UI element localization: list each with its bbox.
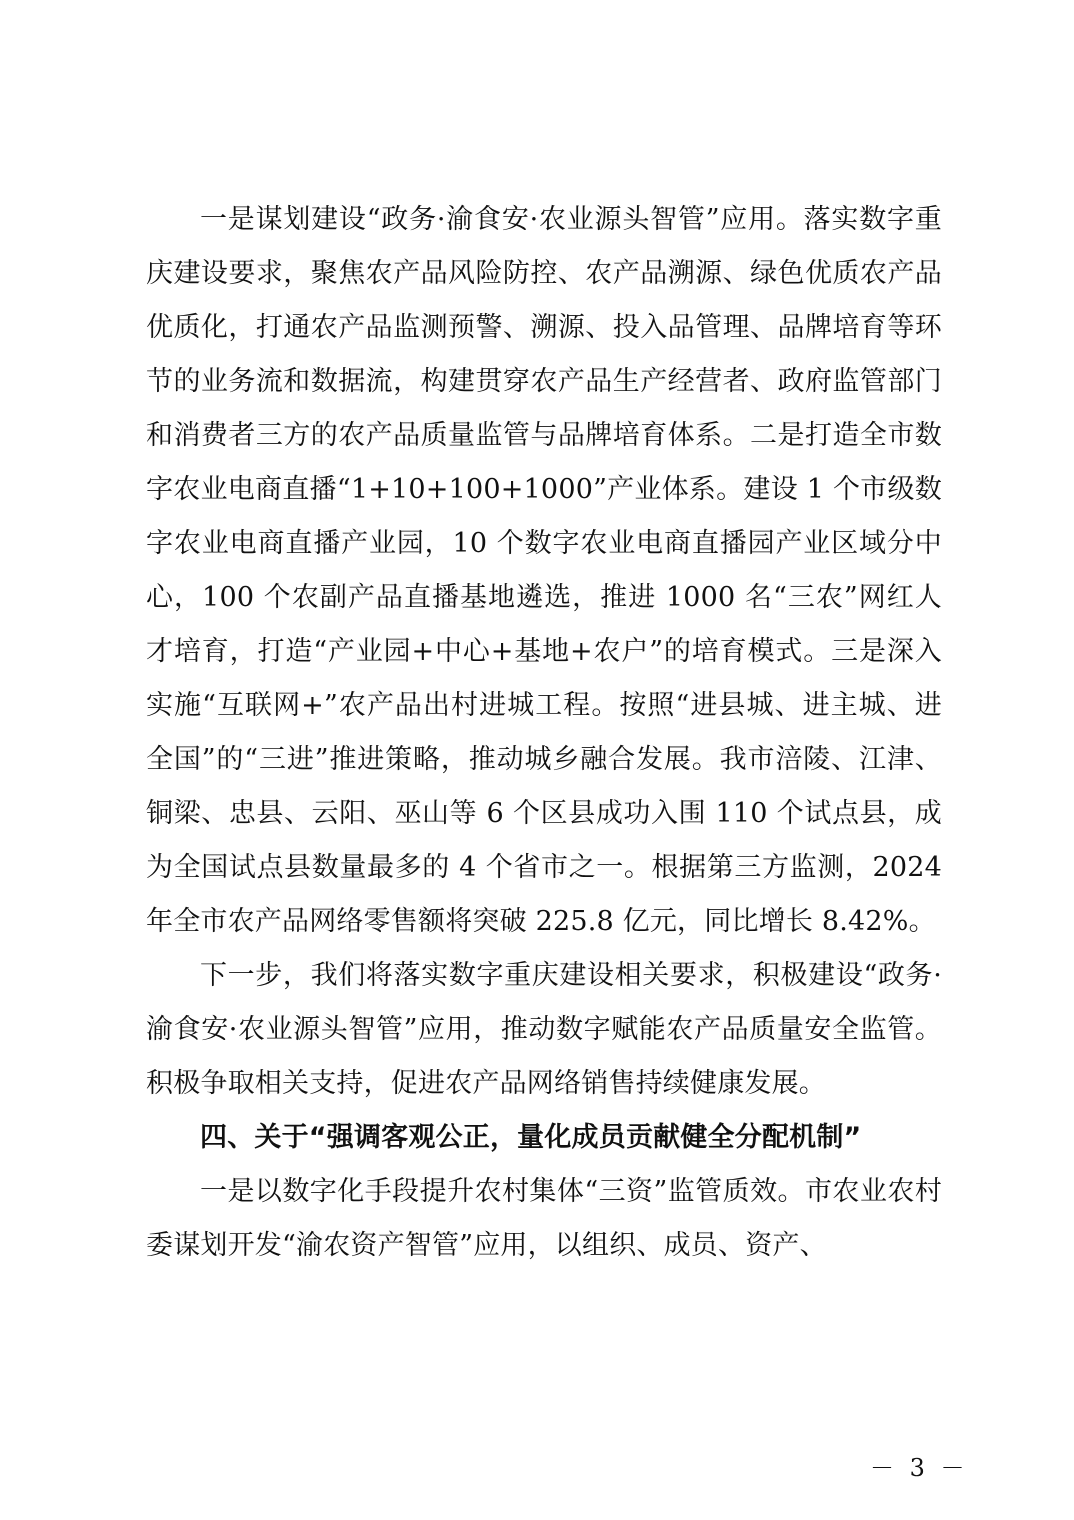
paragraph-next-steps: 下一步，我们将落实数字重庆建设相关要求，积极建设“政务·渝食安·农业源头智管”应用，推动数字赋能农产品质量安全监管。积极争取相关支持，促进农产品网络销售持续健康发展。: [146, 960, 942, 1099]
document-body: [146, 193, 942, 1273]
page-number: － 3 －: [870, 1454, 969, 1482]
paragraph-digital-agriculture: 一是谋划建设“政务·渝食安·农业源头智管”应用。落实数字重庆建设要求，聚焦农产品风险防控、农产品溯源、绿色优质农产品优质化，打通农产品监测预警、溯源、投入品管理、品牌培育等环节的业务流和数据流，构建贯穿农产品生产经营者、政府监管部门和消费者三方的农产品质量监管与品牌培育体系。二是打造全市数字农业电商直播“1+10+100+1000”产业体系。建设 1 个市级数字农业电商直播产业园，10 个数字农业电商直播园产业区域分中心，100 个农副产品直播基地遴选，推进 1000 名“三农”网红人才培育，打造“产业园+中心+基地+农户”的培育模式。三是深入实施“互联网+”农产品出村进城工程。按照“进县城、进主城、进全国”的“三进”推进策略，推动城乡融合发展。我市涪陵、江津、铜梁、忠县、云阳、巫山等 6 个区县成功入围 110 个试点县，成为全国试点县数量最多的 4 个省市之一。根据第三方监测，2024 年全市农产品网络零售额将突破 225.8 亿元，同比增长 8.42%。: [146, 204, 942, 937]
section-heading: 四、关于“强调客观公正，量化成员贡献健全分配机制”: [200, 1122, 862, 1153]
paragraph-collective-assets: 一是以数字化手段提升农村集体“三资”监管质效。市农业农村委谋划开发“渝农资产智管”应用，以组织、成员、资产、: [146, 1176, 942, 1261]
